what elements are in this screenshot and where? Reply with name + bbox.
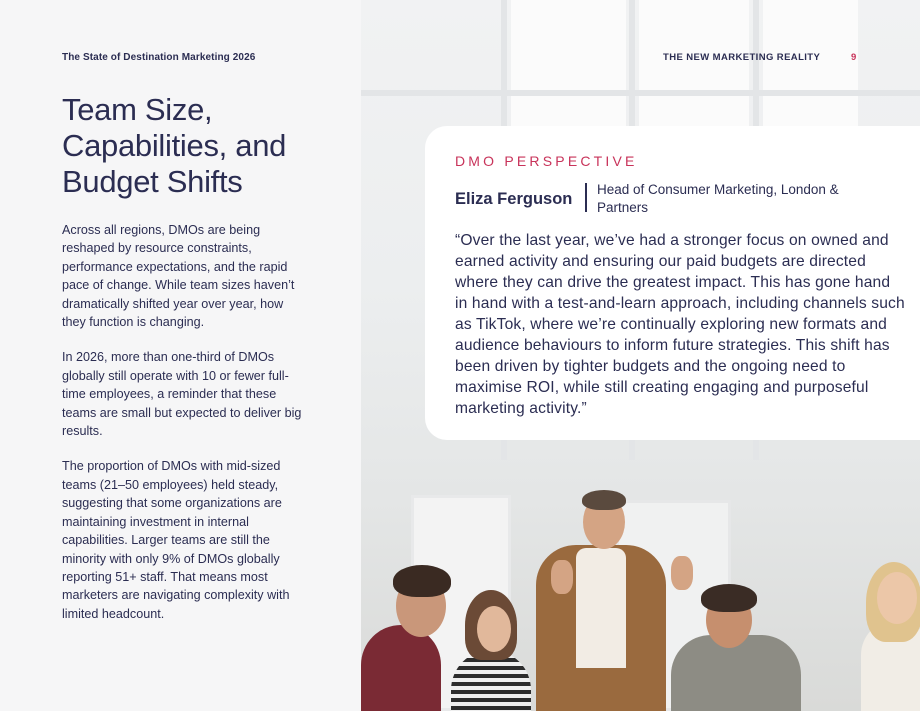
page-headline: Team Size, Capabilities, and Budget Shifts (62, 92, 287, 199)
paragraph: Across all regions, DMOs are being reshaped by resource constraints, performance expectations, and the rapid pace of change. While team sizes haven’t dramatically shifted year over year, how they function is changing. (62, 223, 295, 330)
perspective-card (425, 126, 920, 440)
card-kicker: DMO PERSPECTIVE (455, 153, 638, 169)
body-text (62, 221, 308, 640)
speaker-role: Head of Consumer Marketing, London & Partners (597, 182, 839, 215)
page-number: 9 (851, 52, 857, 63)
paragraph: The proportion of DMOs with mid-sized teams (21–50 employees) held steady, suggesting that some organizations are maintaining investment in internal capabilities. Larger teams are still the minority with only 9% of DMOs globally reporting 51+ staff. That means most marketers are navigating complexity with limited headcount. (62, 459, 290, 621)
document-title: The State of Destination Marketing 2026 (62, 52, 256, 63)
divider (585, 183, 587, 212)
paragraph: In 2026, more than one-third of DMOs globally still operate with 10 or fewer full-time employees, a reminder that these teams are small but expected to deliver big results. (62, 350, 302, 439)
quote-text: “Over the last year, we’ve had a stronger focus on owned and earned activity and ensuring our paid budgets are directed where they can drive the greatest impact. This has gone hand in hand with a test-and-learn approach, including channels such as TikTok, where we’re continually exploring new formats and audience behaviours to inform future strategies. This shift has been driven by tighter budgets and the ongoing need to maximise ROI, while still creating engaging and purposeful marketing activity.” (455, 232, 905, 417)
speaker-name: Eliza Ferguson (455, 190, 573, 208)
section-label: THE NEW MARKETING REALITY (663, 52, 821, 63)
left-column (0, 0, 361, 711)
